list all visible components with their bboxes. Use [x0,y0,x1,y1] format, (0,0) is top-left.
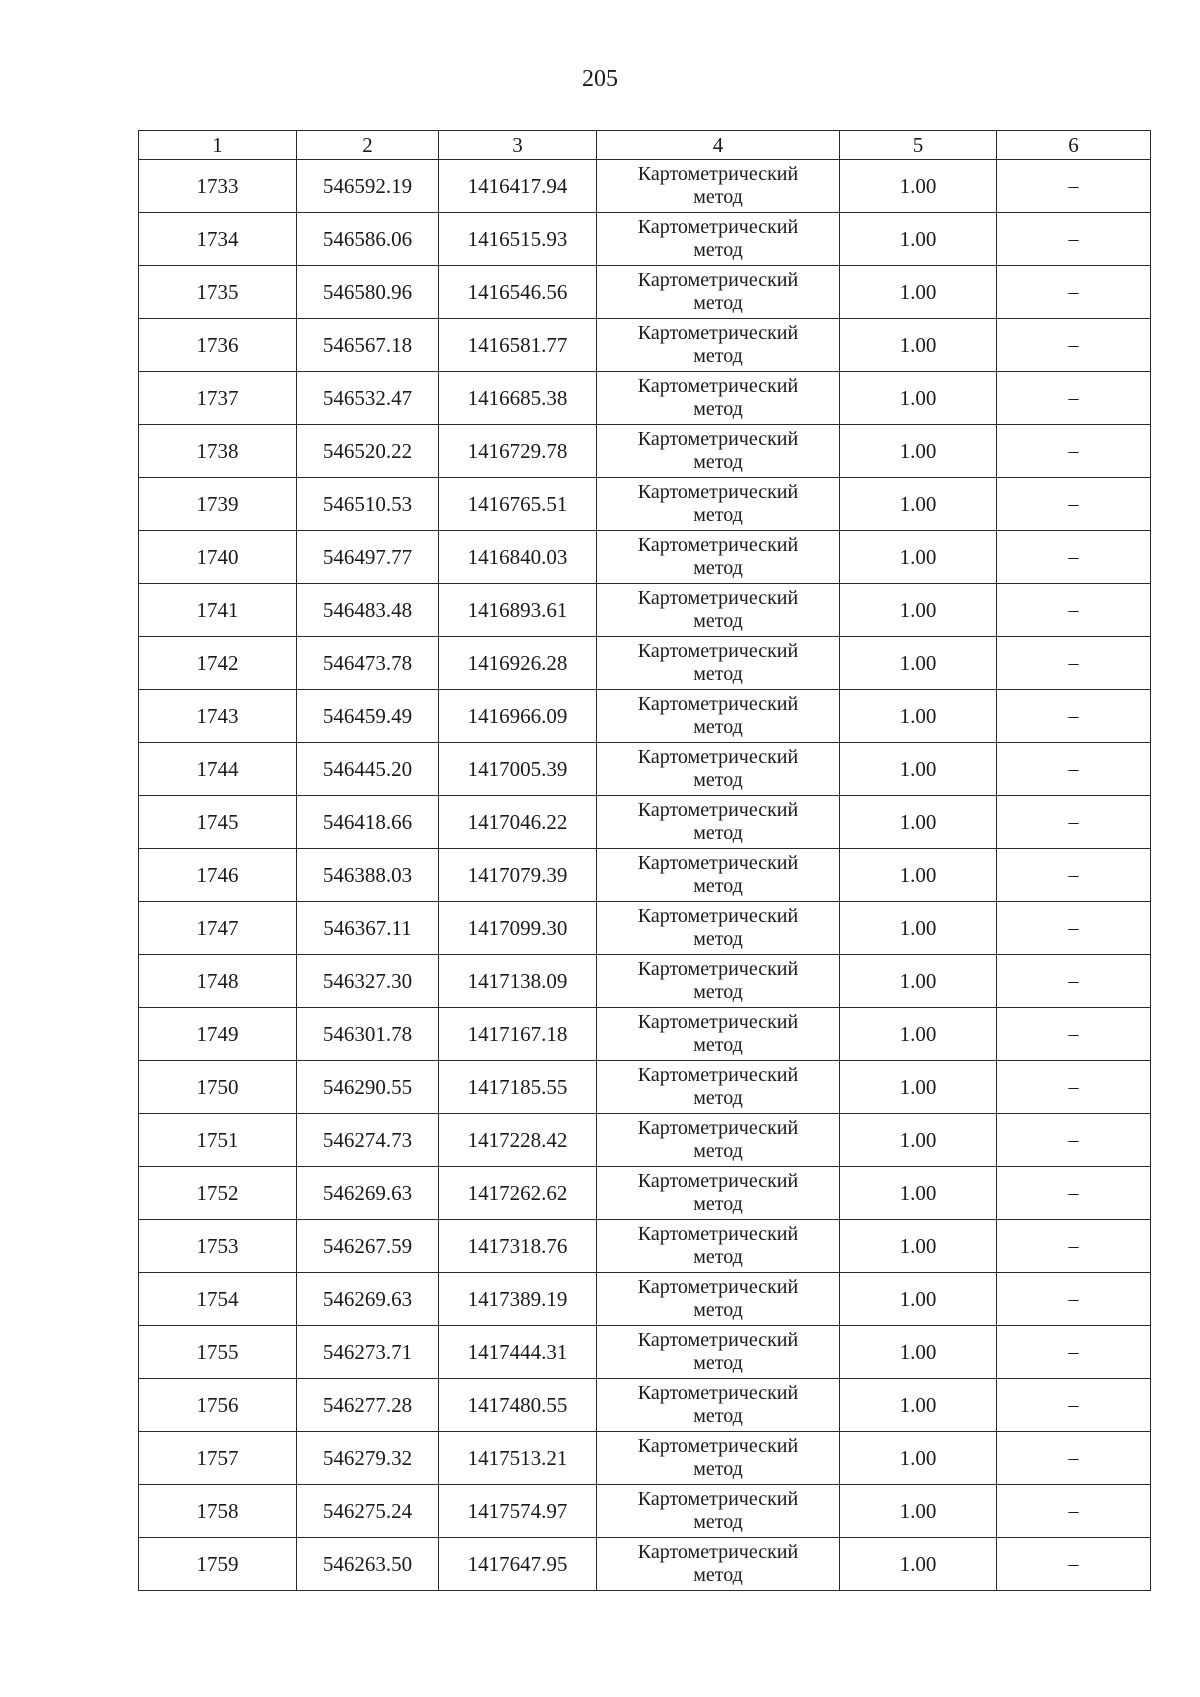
method-line-2: метод [693,928,743,950]
table-row [139,1432,1151,1485]
cell-note: – [997,1538,1151,1591]
cell-note: – [997,1220,1151,1273]
cell-accuracy: 1.00 [840,266,997,319]
method-line-1: Картометрический [637,1064,799,1086]
cell-accuracy: 1.00 [840,743,997,796]
column-header-3: 3 [439,131,597,160]
cell-method [597,584,840,637]
cell-point-id: 1736 [139,319,297,372]
method-line-2: метод [693,1564,743,1586]
method-line-2: метод [693,1299,743,1321]
table-row [139,1220,1151,1273]
cell-method [597,478,840,531]
cell-point-id: 1745 [139,796,297,849]
cell-coordinate-y: 1417046.22 [439,796,597,849]
cell-note: – [997,743,1151,796]
cell-accuracy: 1.00 [840,160,997,213]
cell-accuracy: 1.00 [840,1379,997,1432]
cell-coordinate-y: 1417513.21 [439,1432,597,1485]
cell-coordinate-x: 546580.96 [297,266,439,319]
table-row [139,955,1151,1008]
cell-point-id: 1748 [139,955,297,1008]
table-row [139,1061,1151,1114]
cell-accuracy: 1.00 [840,584,997,637]
cell-point-id: 1742 [139,637,297,690]
method-line-2: метод [693,1352,743,1374]
table-row [139,1538,1151,1591]
cell-accuracy: 1.00 [840,1167,997,1220]
cell-note: – [997,902,1151,955]
table-row [139,690,1151,743]
cell-point-id: 1735 [139,266,297,319]
cell-note: – [997,425,1151,478]
cell-coordinate-y: 1417262.62 [439,1167,597,1220]
cell-method [597,1061,840,1114]
cell-coordinate-x: 546445.20 [297,743,439,796]
method-line-2: метод [693,239,743,261]
cell-method [597,1379,840,1432]
cell-method [597,213,840,266]
method-line-2: метод [693,292,743,314]
method-line-1: Картометрический [637,1011,799,1033]
method-line-1: Картометрический [637,322,799,344]
cell-note: – [997,849,1151,902]
cell-coordinate-x: 546277.28 [297,1379,439,1432]
cell-coordinate-y: 1417318.76 [439,1220,597,1273]
method-line-2: метод [693,610,743,632]
cell-method [597,1008,840,1061]
method-line-1: Картометрический [637,852,799,874]
cell-method [597,266,840,319]
cell-point-id: 1739 [139,478,297,531]
cell-method [597,160,840,213]
table-header-row [139,131,1151,160]
cell-method [597,902,840,955]
cell-note: – [997,1167,1151,1220]
cell-accuracy: 1.00 [840,955,997,1008]
cell-point-id: 1754 [139,1273,297,1326]
method-line-2: метод [693,716,743,738]
cell-note: – [997,266,1151,319]
cell-point-id: 1733 [139,160,297,213]
cell-accuracy: 1.00 [840,1538,997,1591]
cell-accuracy: 1.00 [840,1273,997,1326]
cell-method [597,1220,840,1273]
cell-point-id: 1741 [139,584,297,637]
method-line-2: метод [693,557,743,579]
cell-point-id: 1756 [139,1379,297,1432]
cell-method [597,743,840,796]
method-line-1: Картометрический [637,1488,799,1510]
cell-note: – [997,1432,1151,1485]
method-line-2: метод [693,1405,743,1427]
method-line-1: Картометрический [637,428,799,450]
table-row [139,743,1151,796]
cell-coordinate-x: 546532.47 [297,372,439,425]
cell-point-id: 1755 [139,1326,297,1379]
table-row [139,584,1151,637]
column-header-5: 5 [840,131,997,160]
method-line-1: Картометрический [637,693,799,715]
method-line-2: метод [693,1193,743,1215]
table-row [139,372,1151,425]
cell-coordinate-y: 1417099.30 [439,902,597,955]
cell-coordinate-y: 1417444.31 [439,1326,597,1379]
method-line-1: Картометрический [637,587,799,609]
cell-coordinate-x: 546274.73 [297,1114,439,1167]
method-line-1: Картометрический [637,1541,799,1563]
cell-coordinate-x: 546263.50 [297,1538,439,1591]
cell-note: – [997,690,1151,743]
method-line-1: Картометрический [637,905,799,927]
method-line-1: Картометрический [637,1382,799,1404]
cell-coordinate-x: 546459.49 [297,690,439,743]
cell-accuracy: 1.00 [840,849,997,902]
cell-point-id: 1758 [139,1485,297,1538]
cell-coordinate-x: 546388.03 [297,849,439,902]
method-line-1: Картометрический [637,481,799,503]
table-row [139,1008,1151,1061]
cell-point-id: 1759 [139,1538,297,1591]
method-line-1: Картометрический [637,216,799,238]
cell-note: – [997,584,1151,637]
cell-point-id: 1734 [139,213,297,266]
table-row [139,160,1151,213]
cell-coordinate-y: 1416893.61 [439,584,597,637]
table-row [139,902,1151,955]
cell-point-id: 1743 [139,690,297,743]
cell-coordinate-y: 1416765.51 [439,478,597,531]
cell-note: – [997,478,1151,531]
cell-coordinate-y: 1417480.55 [439,1379,597,1432]
cell-point-id: 1753 [139,1220,297,1273]
method-line-1: Картометрический [637,1117,799,1139]
cell-note: – [997,1485,1151,1538]
cell-method [597,1167,840,1220]
cell-accuracy: 1.00 [840,1432,997,1485]
method-line-1: Картометрический [637,1276,799,1298]
method-line-2: метод [693,822,743,844]
cell-point-id: 1750 [139,1061,297,1114]
cell-method [597,531,840,584]
cell-accuracy: 1.00 [840,796,997,849]
cell-coordinate-y: 1416966.09 [439,690,597,743]
cell-accuracy: 1.00 [840,637,997,690]
cell-coordinate-x: 546483.48 [297,584,439,637]
table-row [139,849,1151,902]
cell-coordinate-x: 546520.22 [297,425,439,478]
cell-note: – [997,1379,1151,1432]
cell-coordinate-y: 1417228.42 [439,1114,597,1167]
cell-coordinate-x: 546267.59 [297,1220,439,1273]
cell-accuracy: 1.00 [840,690,997,743]
method-line-2: метод [693,1034,743,1056]
cell-note: – [997,319,1151,372]
table-row [139,478,1151,531]
cell-coordinate-x: 546567.18 [297,319,439,372]
cell-point-id: 1737 [139,372,297,425]
cell-coordinate-y: 1417167.18 [439,1008,597,1061]
table-row [139,1114,1151,1167]
cell-method [597,849,840,902]
cell-accuracy: 1.00 [840,1061,997,1114]
table-row [139,796,1151,849]
table-row [139,531,1151,584]
cell-point-id: 1747 [139,902,297,955]
cell-accuracy: 1.00 [840,478,997,531]
cell-coordinate-y: 1417005.39 [439,743,597,796]
cell-coordinate-y: 1417389.19 [439,1273,597,1326]
cell-coordinate-y: 1417138.09 [439,955,597,1008]
cell-method [597,637,840,690]
method-line-1: Картометрический [637,163,799,185]
page-number: 205 [582,66,618,92]
cell-accuracy: 1.00 [840,372,997,425]
method-line-1: Картометрический [637,375,799,397]
cell-point-id: 1752 [139,1167,297,1220]
cell-coordinate-x: 546273.71 [297,1326,439,1379]
cell-coordinate-y: 1417185.55 [439,1061,597,1114]
method-line-2: метод [693,345,743,367]
cell-method [597,1114,840,1167]
cell-method [597,690,840,743]
cell-coordinate-x: 546290.55 [297,1061,439,1114]
cell-point-id: 1740 [139,531,297,584]
cell-note: – [997,1114,1151,1167]
cell-note: – [997,1061,1151,1114]
table-row [139,1379,1151,1432]
method-line-1: Картометрический [637,640,799,662]
cell-coordinate-y: 1416581.77 [439,319,597,372]
cell-coordinate-x: 546301.78 [297,1008,439,1061]
cell-accuracy: 1.00 [840,902,997,955]
table-row [139,1326,1151,1379]
cell-coordinate-x: 546586.06 [297,213,439,266]
cell-method [597,1432,840,1485]
cell-coordinate-x: 546327.30 [297,955,439,1008]
cell-point-id: 1744 [139,743,297,796]
table-row [139,266,1151,319]
method-line-1: Картометрический [637,958,799,980]
cell-coordinate-y: 1416926.28 [439,637,597,690]
cell-coordinate-y: 1417079.39 [439,849,597,902]
cell-note: – [997,1008,1151,1061]
method-line-2: метод [693,663,743,685]
cell-note: – [997,955,1151,1008]
cell-coordinate-x: 546275.24 [297,1485,439,1538]
cell-note: – [997,531,1151,584]
cell-coordinate-y: 1417574.97 [439,1485,597,1538]
method-line-2: метод [693,1458,743,1480]
cell-method [597,319,840,372]
method-line-2: метод [693,186,743,208]
cell-coordinate-x: 546473.78 [297,637,439,690]
method-line-2: метод [693,769,743,791]
method-line-2: метод [693,981,743,1003]
coordinates-table [138,130,1151,1591]
cell-accuracy: 1.00 [840,1114,997,1167]
method-line-2: метод [693,875,743,897]
cell-note: – [997,796,1151,849]
method-line-1: Картометрический [637,534,799,556]
method-line-1: Картометрический [637,1329,799,1351]
cell-method [597,1326,840,1379]
cell-note: – [997,1326,1151,1379]
cell-accuracy: 1.00 [840,319,997,372]
cell-method [597,372,840,425]
cell-coordinate-y: 1416546.56 [439,266,597,319]
cell-accuracy: 1.00 [840,1008,997,1061]
column-header-1: 1 [139,131,297,160]
method-line-1: Картометрический [637,1435,799,1457]
method-line-1: Картометрический [637,1170,799,1192]
method-line-2: метод [693,451,743,473]
cell-accuracy: 1.00 [840,1485,997,1538]
cell-note: – [997,160,1151,213]
cell-accuracy: 1.00 [840,213,997,266]
cell-coordinate-x: 546592.19 [297,160,439,213]
cell-coordinate-x: 546510.53 [297,478,439,531]
cell-coordinate-x: 546418.66 [297,796,439,849]
method-line-1: Картометрический [637,799,799,821]
column-header-4: 4 [597,131,840,160]
cell-note: – [997,372,1151,425]
cell-coordinate-x: 546367.11 [297,902,439,955]
method-line-1: Картометрический [637,1223,799,1245]
cell-accuracy: 1.00 [840,531,997,584]
method-line-2: метод [693,504,743,526]
cell-method [597,1485,840,1538]
cell-method [597,796,840,849]
cell-point-id: 1751 [139,1114,297,1167]
table-row [139,213,1151,266]
table-row [139,425,1151,478]
cell-coordinate-x: 546497.77 [297,531,439,584]
cell-coordinate-y: 1416729.78 [439,425,597,478]
table-row [139,319,1151,372]
cell-note: – [997,213,1151,266]
cell-coordinate-x: 546279.32 [297,1432,439,1485]
table-row [139,1485,1151,1538]
cell-method [597,1273,840,1326]
cell-point-id: 1738 [139,425,297,478]
method-line-1: Картометрический [637,269,799,291]
cell-method [597,1538,840,1591]
method-line-2: метод [693,1087,743,1109]
cell-coordinate-y: 1417647.95 [439,1538,597,1591]
table-body [139,160,1151,1591]
cell-coordinate-x: 546269.63 [297,1167,439,1220]
method-line-1: Картометрический [637,746,799,768]
cell-accuracy: 1.00 [840,1326,997,1379]
cell-accuracy: 1.00 [840,425,997,478]
cell-coordinate-y: 1416685.38 [439,372,597,425]
cell-accuracy: 1.00 [840,1220,997,1273]
method-line-2: метод [693,1140,743,1162]
cell-point-id: 1749 [139,1008,297,1061]
cell-coordinate-y: 1416840.03 [439,531,597,584]
table-row [139,1273,1151,1326]
table-row [139,1167,1151,1220]
cell-note: – [997,637,1151,690]
method-line-2: метод [693,1511,743,1533]
method-line-2: метод [693,398,743,420]
cell-point-id: 1757 [139,1432,297,1485]
cell-note: – [997,1273,1151,1326]
column-header-6: 6 [997,131,1151,160]
table-row [139,637,1151,690]
cell-point-id: 1746 [139,849,297,902]
cell-coordinate-y: 1416417.94 [439,160,597,213]
column-header-2: 2 [297,131,439,160]
cell-coordinate-y: 1416515.93 [439,213,597,266]
cell-method [597,955,840,1008]
method-line-2: метод [693,1246,743,1268]
cell-coordinate-x: 546269.63 [297,1273,439,1326]
cell-method [597,425,840,478]
